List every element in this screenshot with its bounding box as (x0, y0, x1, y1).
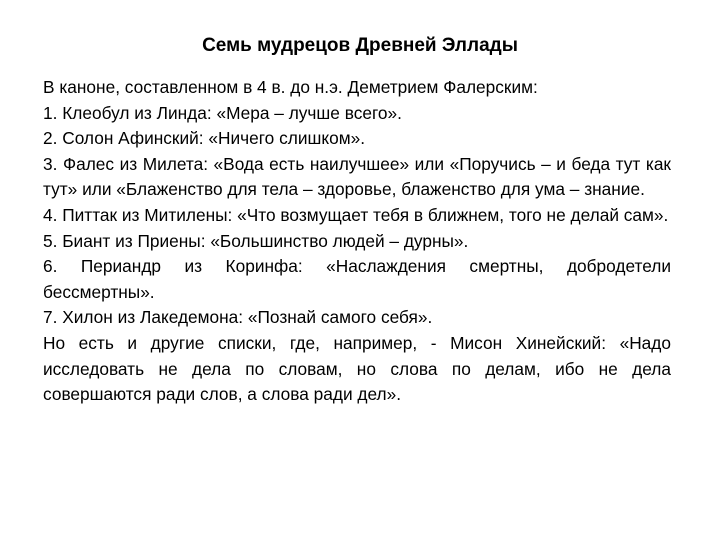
sage-item-7: 7. Хилон из Лакедемона: «Познай самого себя». (43, 307, 433, 328)
sage-item-5: 5. Биант из Приены: «Большинство людей – дурны». (43, 230, 469, 251)
sage-item-6: 6. Периандр из Коринфа: «Наслаждения смертны, добродетели бессмертны». (43, 256, 671, 302)
closing-paragraph: Но есть и другие списки, где, например, - Мисон Хинейский: «Надо исследовать не дела по словам, но слова по делам, ибо не дела совершаются ради слов, а слова ради дел». (43, 332, 671, 405)
sage-item-4: 4. Питтак из Митилены: «Что возмущает тебя в ближнем, того не делай сам». (43, 204, 669, 225)
slide-title: Семь мудрецов Древней Эллады (202, 35, 518, 56)
sage-item-2: 2. Солон Афинский: «Ничего слишком». (43, 128, 365, 149)
slide-body (43, 75, 671, 408)
sage-item-1: 1. Клеобул из Линда: «Мера – лучше всего». (43, 102, 402, 123)
intro-paragraph: В каноне, составленном в 4 в. до н.э. Деметрием Фалерским: (43, 77, 538, 97)
sage-item-3: 3. Фалес из Милета: «Вода есть наилучшее» или «Поручись – и беда тут как тут» или «Блаженство для тела – здоровье, блаженство для ума – знание. (43, 153, 671, 200)
